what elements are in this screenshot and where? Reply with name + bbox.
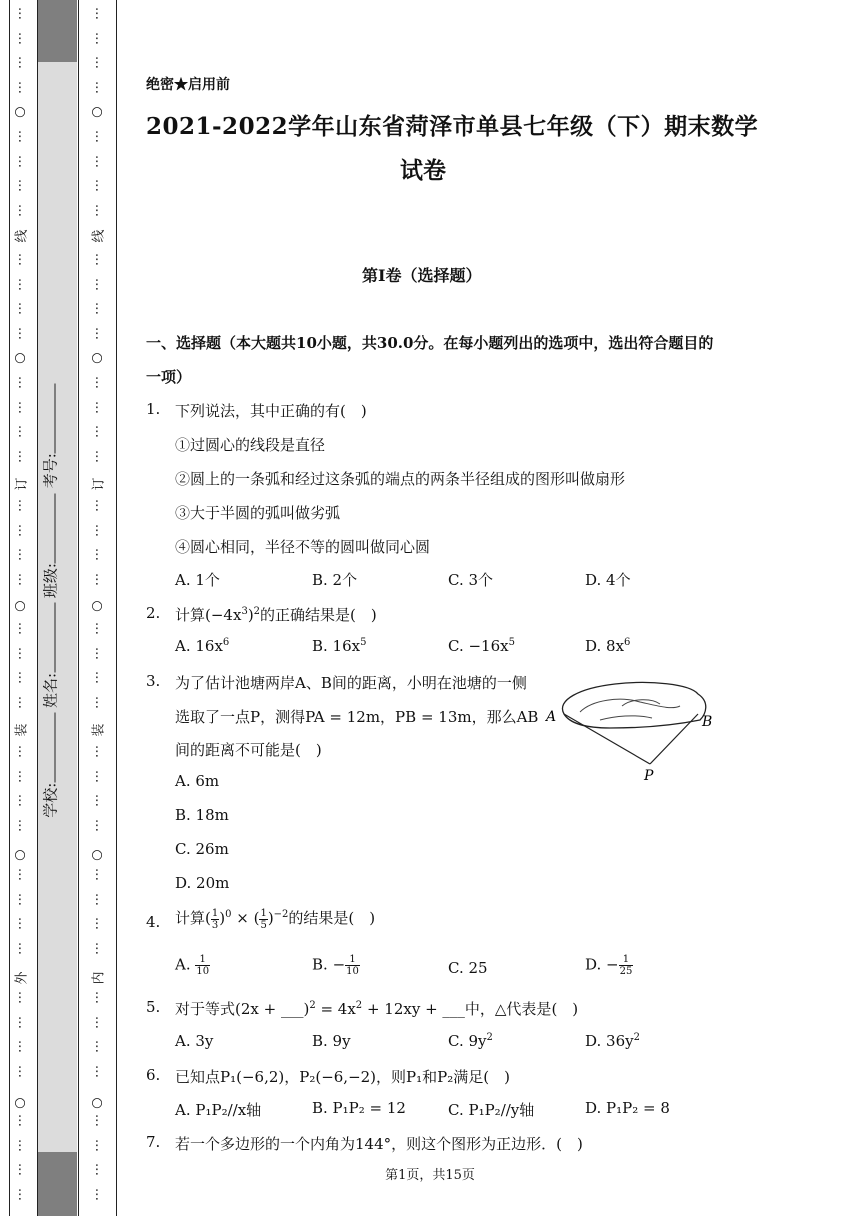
dotted-separator: ⋮ — [90, 547, 104, 563]
dotted-separator: ⋮ — [13, 31, 27, 47]
q6-number: 6. — [146, 1066, 161, 1084]
binding-strip-dark-top — [38, 0, 77, 62]
pond-outline — [562, 682, 705, 728]
q4-stem: 计算( $\frac{1}{3}$ )$^0$ × ( $\frac{1}{5}$ )$^{-2}$的结果是( ) — [175, 907, 376, 931]
dotted-separator: ⋮ — [90, 424, 104, 440]
q3-option-b: B. 18m — [175, 806, 229, 824]
confidential-label: 绝密★启用前 — [146, 77, 230, 93]
binding-circle-icon: ○ — [14, 847, 26, 863]
dotted-separator: ⋮ — [90, 154, 104, 170]
dotted-separator: ⋮ — [90, 203, 104, 219]
q3-option-a: A. 6m — [175, 772, 220, 790]
outer-mark: 线 — [14, 229, 30, 243]
dotted-separator: ⋮ — [90, 400, 104, 416]
binding-circle-icon: ○ — [91, 1095, 103, 1111]
dotted-separator: ⋮ — [90, 941, 104, 957]
dotted-separator: ⋮ — [13, 744, 27, 760]
q6-option-c: C. P₁P₂//y轴 — [448, 1101, 535, 1119]
dotted-separator: ⋮ — [13, 6, 27, 22]
dotted-separator: ⋮ — [13, 129, 27, 145]
q6-option-d: D. P₁P₂ = 8 — [585, 1099, 670, 1117]
dotted-separator: ⋮ — [13, 449, 27, 465]
q5-option-a: A. 3y — [175, 1032, 214, 1050]
pond-inner-ripple — [580, 699, 680, 712]
segment-bp — [650, 714, 698, 764]
dotted-separator: ⋮ — [13, 375, 27, 391]
dotted-separator: ⋮ — [90, 1162, 104, 1178]
q1-option-b: B. 2个 — [312, 571, 358, 589]
dotted-separator: ⋮ — [90, 301, 104, 317]
label-a: A — [546, 709, 557, 725]
dotted-separator: ⋮ — [13, 1162, 27, 1178]
dotted-separator: ⋮ — [90, 744, 104, 760]
q6-option-a: A. P₁P₂//x轴 — [175, 1101, 262, 1119]
q3-line-3: 间的距离不可能是( ) — [175, 741, 322, 759]
dotted-separator: ⋮ — [90, 892, 104, 908]
dotted-separator: ⋮ — [90, 31, 104, 47]
q5-number: 5. — [146, 998, 161, 1016]
outer-mark: 外 — [14, 971, 30, 985]
page-footer: 第1页，共15页 — [385, 1168, 475, 1183]
inner-mark: 订 — [91, 477, 107, 491]
q5-option-c: C. $9y^2$ — [448, 1032, 493, 1050]
q2-option-d: D. $8x^6$ — [585, 637, 631, 655]
q6-option-b: B. P₁P₂ = 12 — [312, 1099, 406, 1117]
dotted-separator: ⋮ — [90, 695, 104, 711]
q1-statement: ②圆上的一条弧和经过这条弧的端点的两条半径组成的图形叫做扇形 — [175, 470, 626, 488]
dotted-separator: ⋮ — [90, 326, 104, 342]
dotted-separator: ⋮ — [90, 990, 104, 1006]
outer-mark: 装 — [14, 723, 30, 737]
dotted-separator: ⋮ — [13, 277, 27, 293]
binding-circle-icon: ○ — [14, 104, 26, 120]
dotted-separator: ⋮ — [90, 572, 104, 588]
dotted-separator: ⋮ — [90, 55, 104, 71]
field-exam-number: 考号: — [41, 453, 60, 489]
binding-circle-icon: ○ — [91, 598, 103, 614]
label-b: B — [702, 714, 713, 730]
dotted-separator: ⋮ — [13, 547, 27, 563]
dotted-separator: ⋮ — [13, 1187, 27, 1203]
q2-option-a: A. $16x^6$ — [175, 637, 230, 655]
q4-option-b: B. − $\frac{1}{10}$ — [312, 954, 359, 977]
dotted-separator: ⋮ — [13, 670, 27, 686]
dotted-separator: ⋮ — [90, 449, 104, 465]
dotted-separator: ⋮ — [90, 375, 104, 391]
dotted-separator: ⋮ — [13, 867, 27, 883]
dotted-separator: ⋮ — [90, 1064, 104, 1080]
binding-line — [116, 0, 117, 1216]
binding-circle-icon: ○ — [91, 847, 103, 863]
dotted-separator: ⋮ — [13, 916, 27, 932]
q3-line-1: 为了估计池塘两岸A、B间的距离，小明在池塘的一侧 — [175, 674, 527, 692]
dotted-separator: ⋮ — [90, 1015, 104, 1031]
dotted-separator: ⋮ — [13, 80, 27, 96]
dotted-separator: ⋮ — [90, 769, 104, 785]
dotted-separator: ⋮ — [90, 178, 104, 194]
dotted-separator: ⋮ — [13, 1113, 27, 1129]
field-class: 班级: — [41, 563, 60, 599]
inner-mark: 内 — [91, 971, 107, 985]
volume-heading: 第I卷（选择题） — [362, 266, 482, 285]
q5-option-b: B. 9y — [312, 1032, 351, 1050]
dotted-separator: ⋮ — [90, 498, 104, 514]
dotted-separator: ⋮ — [90, 277, 104, 293]
binding-line — [9, 0, 10, 1216]
binding-circle-icon: ○ — [14, 598, 26, 614]
q3-option-d: D. 20m — [175, 874, 230, 892]
dotted-separator: ⋮ — [90, 252, 104, 268]
q1-option-d: D. 4个 — [585, 571, 631, 589]
q6-stem: 已知点P₁(−6,2)，P₂(−6,−2)，则P₁和P₂满足( ) — [175, 1068, 510, 1086]
binding-circle-icon: ○ — [14, 350, 26, 366]
inner-mark: 线 — [91, 229, 107, 243]
q4-option-c: C. 25 — [448, 959, 488, 977]
q2-option-c: C. $-16x^5$ — [448, 637, 515, 655]
binding-circle-icon: ○ — [91, 104, 103, 120]
dotted-separator: ⋮ — [13, 1039, 27, 1055]
outer-dotted-column — [12, 0, 28, 1216]
q7-stem: 若一个多边形的一个内角为144°，则这个图形为正边形．( ) — [175, 1135, 583, 1153]
dotted-separator: ⋮ — [90, 916, 104, 932]
dotted-separator: ⋮ — [90, 670, 104, 686]
q2-option-b: B. $16x^5$ — [312, 637, 367, 655]
binding-line — [78, 0, 79, 1216]
q1-option-c: C. 3个 — [448, 571, 494, 589]
dotted-separator: ⋮ — [13, 326, 27, 342]
dotted-separator: ⋮ — [13, 154, 27, 170]
dotted-separator: ⋮ — [13, 646, 27, 662]
dotted-separator: ⋮ — [13, 424, 27, 440]
q4-option-d: D. − $\frac{1}{25}$ — [585, 954, 633, 977]
q1-stem: 下列说法，其中正确的有( ) — [175, 402, 367, 420]
dotted-separator: ⋮ — [90, 1039, 104, 1055]
dotted-separator: ⋮ — [90, 793, 104, 809]
dotted-separator: ⋮ — [13, 1015, 27, 1031]
section-intro-line-2: 一项） — [146, 368, 192, 386]
dotted-separator: ⋮ — [13, 941, 27, 957]
dotted-separator: ⋮ — [13, 769, 27, 785]
title-line-1: 2021-2022学年山东省菏泽市单县七年级（下）期末数学 — [146, 113, 759, 140]
q2-number: 2. — [146, 604, 161, 622]
q3-number: 3. — [146, 672, 161, 690]
dotted-separator: ⋮ — [13, 55, 27, 71]
q3-line-2: 选取了一点P，测得PA = 12m，PB = 13m，那么AB — [175, 708, 539, 726]
dotted-separator: ⋮ — [90, 1187, 104, 1203]
dotted-separator: ⋮ — [13, 252, 27, 268]
q7-number: 7. — [146, 1133, 161, 1151]
q1-statement: ④圆心相同，半径不等的圆叫做同心圆 — [175, 538, 431, 556]
dotted-separator: ⋮ — [13, 203, 27, 219]
dotted-separator: ⋮ — [13, 1138, 27, 1154]
dotted-separator: ⋮ — [13, 498, 27, 514]
label-p: P — [644, 768, 654, 784]
dotted-separator: ⋮ — [13, 818, 27, 834]
pond-figure — [540, 676, 730, 786]
q1-statement: ③大于半圆的弧叫做劣弧 — [175, 504, 341, 522]
dotted-separator: ⋮ — [13, 1064, 27, 1080]
field-school: 学校: — [41, 782, 60, 818]
segment-ap — [564, 714, 650, 764]
title-line-2: 试卷 — [400, 157, 446, 184]
dotted-separator: ⋮ — [90, 646, 104, 662]
dotted-separator: ⋮ — [13, 892, 27, 908]
dotted-separator: ⋮ — [13, 572, 27, 588]
q4-option-a: A. $\frac{1}{10}$ — [175, 954, 210, 977]
binding-margin — [0, 0, 125, 1216]
dotted-separator: ⋮ — [90, 867, 104, 883]
q4-number: 4. — [146, 913, 161, 931]
outer-mark: 订 — [14, 477, 30, 491]
binding-circle-icon: ○ — [14, 1095, 26, 1111]
dotted-separator: ⋮ — [13, 695, 27, 711]
dotted-separator: ⋮ — [13, 523, 27, 539]
dotted-separator: ⋮ — [13, 301, 27, 317]
dotted-separator: ⋮ — [90, 80, 104, 96]
q1-option-a: A. 1个 — [175, 571, 220, 589]
dotted-separator: ⋮ — [13, 400, 27, 416]
field-name: 姓名: — [41, 672, 60, 708]
q3-option-c: C. 26m — [175, 840, 229, 858]
inner-dotted-column — [89, 0, 105, 1216]
dotted-separator: ⋮ — [13, 990, 27, 1006]
dotted-separator: ⋮ — [13, 793, 27, 809]
student-info-fields — [40, 201, 61, 1001]
inner-mark: 装 — [91, 723, 107, 737]
dotted-separator: ⋮ — [13, 621, 27, 637]
q2-stem: 计算$(-4x^3)^2$的正确结果是( ) — [175, 606, 377, 624]
dotted-separator: ⋮ — [90, 129, 104, 145]
dotted-separator: ⋮ — [90, 6, 104, 22]
binding-circle-icon: ○ — [91, 350, 103, 366]
pond-inner-ripple — [600, 716, 652, 720]
dotted-separator: ⋮ — [90, 818, 104, 834]
q1-number: 1. — [146, 400, 161, 418]
section-intro-line-1: 一、选择题（本大题共10小题，共30.0分。在每小题列出的选项中，选出符合题目的 — [146, 334, 714, 352]
binding-strip-dark-bottom — [38, 1152, 77, 1216]
q5-option-d: D. $36y^2$ — [585, 1032, 640, 1050]
dotted-separator: ⋮ — [90, 1113, 104, 1129]
dotted-separator: ⋮ — [13, 178, 27, 194]
dotted-separator: ⋮ — [90, 523, 104, 539]
dotted-separator: ⋮ — [90, 621, 104, 637]
dotted-separator: ⋮ — [90, 1138, 104, 1154]
q1-statement: ①过圆心的线段是直径 — [175, 436, 326, 454]
q5-stem: 对于等式(2x + ___)$^2$ = $4x^2 + 12xy$ + ___中，△代表是( ) — [175, 1000, 579, 1018]
